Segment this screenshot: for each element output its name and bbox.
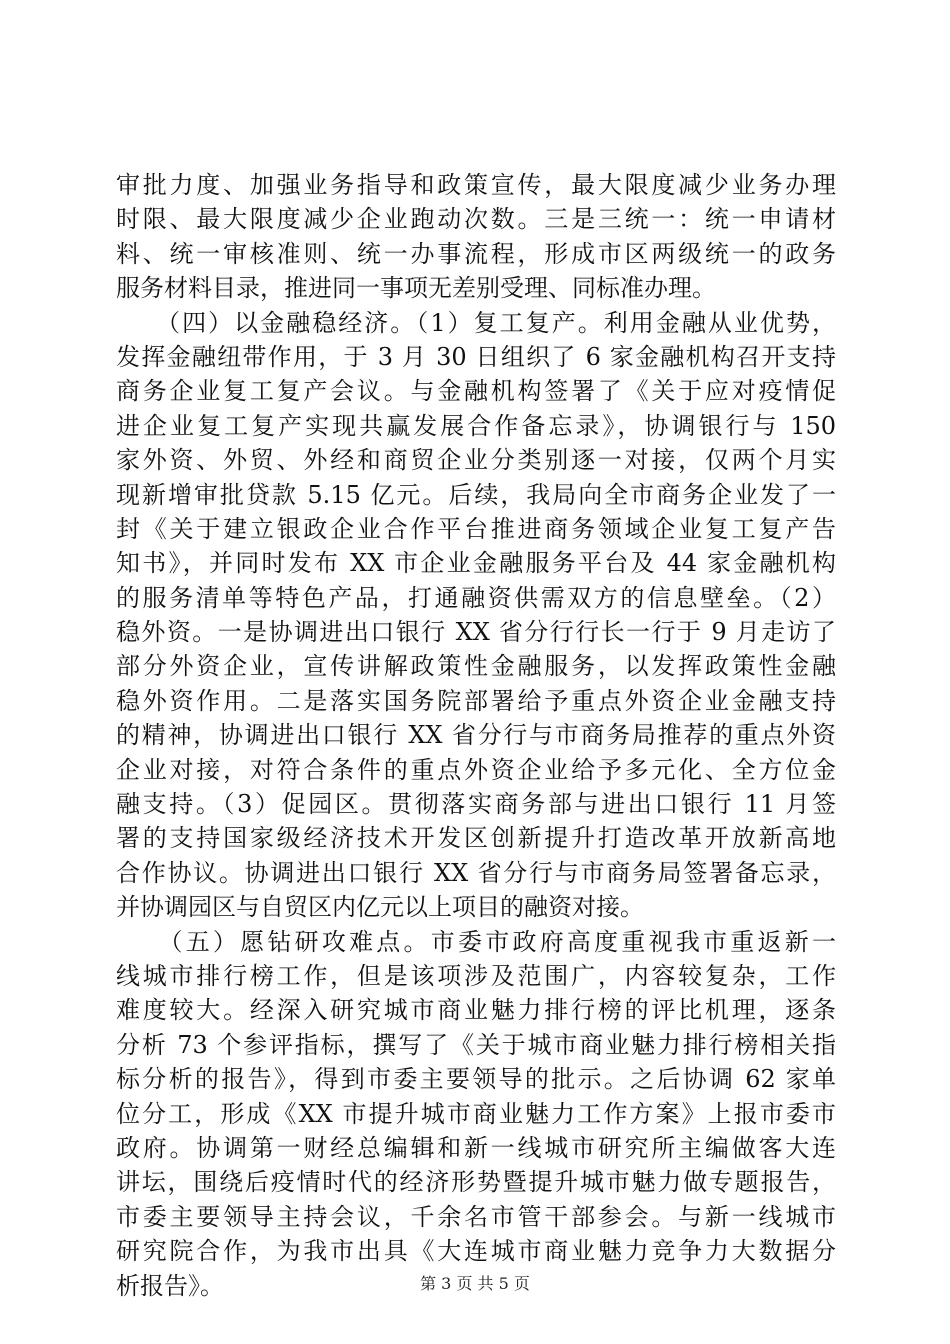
text-line: 位分工，形成《XX 市提升城市商业魅力工作方案》上报市委市	[116, 1099, 836, 1128]
text-line: 企业对接，对符合条件的重点外资企业给予多元化、全方位金	[116, 755, 836, 784]
text-line: 融支持。（3）促园区。贯彻落实商务部与进出口银行 11 月签	[116, 790, 836, 819]
document-body	[116, 168, 836, 1303]
text-line: 稳外资。一是协调进出口银行 XX 省分行行长一行于 9 月走访了	[116, 618, 836, 647]
text-line: 发挥金融纽带作用，于 3 月 30 日组织了 6 家金融机构召开支持	[116, 342, 836, 371]
text-line: 稳外资作用。二是落实国务院部署给予重点外资企业金融支持	[116, 686, 836, 715]
text-line: 审批力度、加强业务指导和政策宣传，最大限度减少业务办理	[116, 171, 836, 199]
text-line: 分析 73 个参评指标，撰写了《关于城市商业魅力排行榜相关指	[116, 1030, 836, 1059]
text-line: 现新增审批贷款 5.15 亿元。后续，我局向全市商务企业发了一	[116, 480, 836, 509]
text-line: 部分外资企业，宣传讲解政策性金融服务，以发挥政策性金融	[116, 652, 836, 681]
text-line: 料、统一审核准则、统一办事流程，形成市区两级统一的政务	[116, 239, 836, 268]
text-line: 合作协议。协调进出口银行 XX 省分行与市商务局签署备忘录，	[116, 858, 836, 887]
text-line: 市委主要领导主持会议，千余名市管干部参会。与新一线城市	[116, 1202, 836, 1231]
text-line: 家外资、外贸、外经和商贸企业分类别逐一对接，仅两个月实	[116, 446, 836, 475]
text-line: 时限、最大限度减少企业跑动次数。三是三统一：统一申请材	[116, 205, 836, 234]
text-line: 的服务清单等特色产品，打通融资供需双方的信息壁垒。（2）	[116, 583, 836, 612]
text-line: （四）以金融稳经济。（1）复工复产。利用金融从业优势，	[116, 308, 836, 337]
text-line: 进企业复工复产实现共赢发展合作备忘录》，协调银行与 150	[116, 411, 836, 440]
text-line: 析报告》。	[116, 1271, 224, 1300]
page-footer: 第 3 页 共 5 页	[420, 1274, 530, 1293]
text-line: 讲坛，围绕后疫情时代的经济形势暨提升城市魅力做专题报告，	[116, 1168, 836, 1197]
text-line: 服务材料目录，推进同一事项无差别受理、同标准办理。	[116, 274, 716, 303]
text-line: （五）愿钻研攻难点。市委市政府高度重视我市重返新一	[116, 927, 836, 956]
text-line: 线城市排行榜工作，但是该项涉及范围广，内容较复杂，工作	[116, 961, 836, 990]
text-line: 商务企业复工复产会议。与金融机构签署了《关于应对疫情促	[116, 377, 836, 406]
text-line: 署的支持国家级经济技术开发区创新提升打造改革开放新高地	[116, 824, 836, 853]
text-line: 政府。协调第一财经总编辑和新一线城市研究所主编做客大连	[116, 1133, 836, 1162]
text-line: 的精神，协调进出口银行 XX 省分行与市商务局推荐的重点外资	[116, 721, 836, 750]
text-line: 研究院合作，为我市出具《大连城市商业魅力竞争力大数据分	[116, 1237, 836, 1266]
text-line: 并协调园区与自贸区内亿元以上项目的融资对接。	[116, 893, 644, 922]
text-line: 标分析的报告》，得到市委主要领导的批示。之后协调 62 家单	[116, 1065, 836, 1094]
text-line: 封《关于建立银政企业合作平台推进商务领域企业复工复产告	[116, 514, 836, 543]
text-line: 难度较大。经深入研究城市商业魅力排行榜的评比机理，逐条	[116, 996, 836, 1025]
text-line: 知书》，并同时发布 XX 市企业金融服务平台及 44 家金融机构	[116, 549, 836, 578]
